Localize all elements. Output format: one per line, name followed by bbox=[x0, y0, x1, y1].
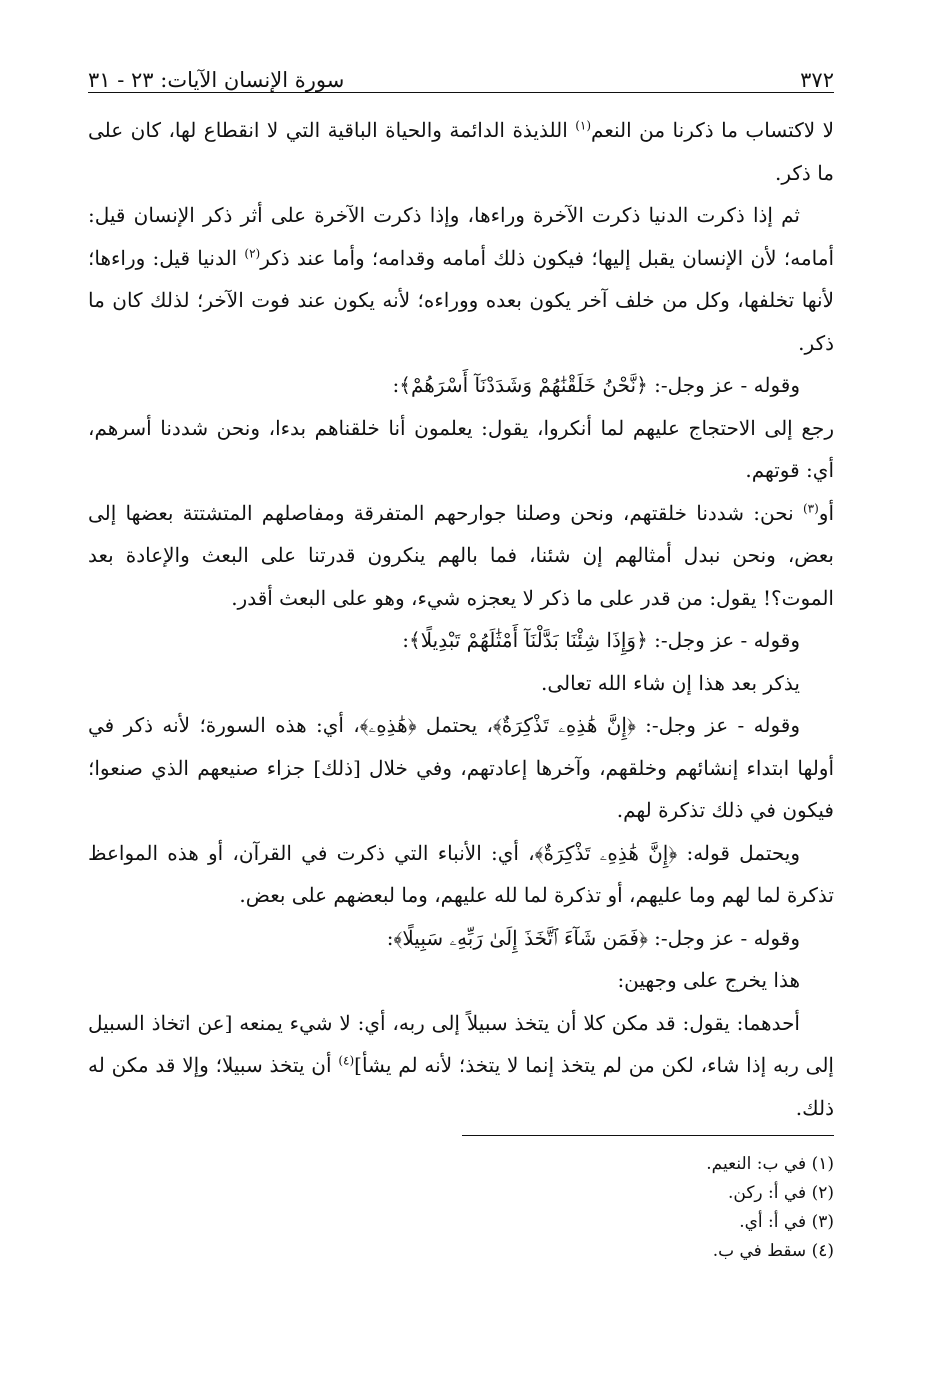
footnote-ref: (٢) bbox=[244, 245, 261, 260]
paragraph bbox=[88, 194, 834, 364]
page-header bbox=[88, 52, 834, 93]
footnote-ref: (٣) bbox=[802, 500, 819, 515]
paragraph bbox=[88, 704, 834, 832]
paragraph-text: أحدهما: يقول: قد مكن كلا أن يتخذ سبيلاً إلى ربه، أي: لا شيء يمنعه [عن اتخاذ السبيل إلى ربه إذا شاء، لكن من لم يتخذ إنما لا يتخذ؛ لأنه لم يشأ] bbox=[88, 1010, 834, 1077]
paragraph bbox=[88, 407, 834, 492]
paragraph bbox=[88, 959, 834, 1002]
page-number: ٣٧٢ bbox=[800, 68, 834, 92]
paragraph-text: اللذيذة الدائمة والحياة الباقية التي لا انقطاع لها، كان على ما ذكر. bbox=[88, 118, 834, 185]
paragraph bbox=[88, 492, 834, 620]
paragraph-text: يذكر بعد هذا إن شاء الله تعالى. bbox=[540, 670, 800, 695]
paragraph bbox=[88, 364, 834, 407]
paragraph-text: أو bbox=[818, 500, 834, 525]
footnote-divider bbox=[462, 1135, 834, 1136]
footnote: (٣) في أ: أي. bbox=[739, 1212, 834, 1232]
footnote: (٤) سقط في ب. bbox=[712, 1241, 834, 1261]
footnotes bbox=[88, 1150, 834, 1266]
paragraph bbox=[88, 1002, 834, 1130]
paragraph-text: الدنيا قيل: وراءها؛ لأنها تخلفها، وكل من خلف آخر يكون بعده ووراءه؛ لأنه يكون عند فوت الآخر؛ لذلك كان ما ذكر. bbox=[88, 245, 834, 355]
footnote-ref: (٤) bbox=[338, 1053, 355, 1068]
paragraph-text: ثم إذا ذكرت الدنيا ذكرت الآخرة وراءها، وإذا ذكرت الآخرة على أثر ذكر الإنسان قيل: أمامه؛ لأن الإنسان يقبل إليها؛ فيكون ذلك أمامه وقدامه؛ وأما عند ذكر bbox=[88, 203, 834, 270]
paragraph bbox=[88, 662, 834, 705]
main-text bbox=[88, 109, 834, 1129]
paragraph bbox=[88, 619, 834, 662]
footnote: (٢) في أ: ركن. bbox=[727, 1183, 834, 1203]
paragraph-text: رجع إلى الاحتجاج عليهم لما أنكروا، يقول: يعلمون أنا خلقناهم بدءا، ونحن شددنا أسرهم، أي: قوتهم. bbox=[88, 415, 834, 482]
paragraph-text: وقوله - عز وجل-: ﴿وَإِذَا شِئْنَا بَدَّلْنَآ أَمْثَٰلَهُمْ تَبْدِيلًا﴾: bbox=[402, 628, 800, 652]
paragraph-text: نحن: شددنا خلقتهم، ونحن وصلنا جوارحهم المتفرقة ومفاصلهم المتشتتة بعضها إلى بعض، ونحن نبدل أمثالهم إن شئنا، فما بالهم ينكرون قدرتنا على البعث والإعادة بعد الموت؟! يقول: من قدر على ما ذكر لا يعجزه شيء، وهو على البعث أقدر. bbox=[88, 500, 834, 610]
paragraph-text: وقوله - عز وجل-: ﴿إِنَّ هَٰذِهِۦ تَذْكِرَةٌ﴾، يحتمل ﴿هَٰذِهِۦ﴾، أي: هذه السورة؛ لأنه ذكر في أولها ابتداء إنشائهم وخلقهم، وآخرها إعادتهم، وفي خلال [ذلك] جزاء صنيعهم الذي صنعوا؛ فيكون في ذلك تذكرة لهم. bbox=[88, 713, 834, 822]
paragraph bbox=[88, 832, 834, 917]
footnote: (١) في ب: النعيم. bbox=[706, 1154, 834, 1174]
paragraph-text: وقوله - عز وجل-: ﴿نَّحْنُ خَلَقْنَٰهُمْ وَشَدَدْنَآ أَسْرَهُمْ﴾: bbox=[392, 373, 800, 397]
paragraph bbox=[88, 917, 834, 960]
paragraph-text: هذا يخرج على وجهين: bbox=[617, 968, 800, 992]
paragraph-text: وقوله - عز وجل-: ﴿فَمَن شَآءَ ٱتَّخَذَ إِلَىٰ رَبِّهِۦ سَبِيلًا﴾: bbox=[386, 925, 800, 950]
paragraph bbox=[88, 109, 834, 194]
running-title: سورة الإنسان الآيات: ٢٣ - ٣١ bbox=[88, 68, 345, 92]
document-page bbox=[88, 52, 834, 1266]
paragraph-text: أن يتخذ سبيلا؛ وإلا قد مكن له ذلك. bbox=[88, 1053, 834, 1120]
paragraph-text: ويحتمل قوله: ﴿إِنَّ هَٰذِهِۦ تَذْكِرَةٌ﴾، أي: الأنباء التي ذكرت في القرآن، أو هذه المواعظ تذكرة لما لهم وما عليهم، أو تذكرة لما لله عليهم، وما لبعضهم على بعض. bbox=[88, 840, 834, 907]
footnote-ref: (١) bbox=[575, 118, 592, 133]
paragraph-text: لا لاكتساب ما ذكرنا من النعم bbox=[591, 118, 834, 142]
